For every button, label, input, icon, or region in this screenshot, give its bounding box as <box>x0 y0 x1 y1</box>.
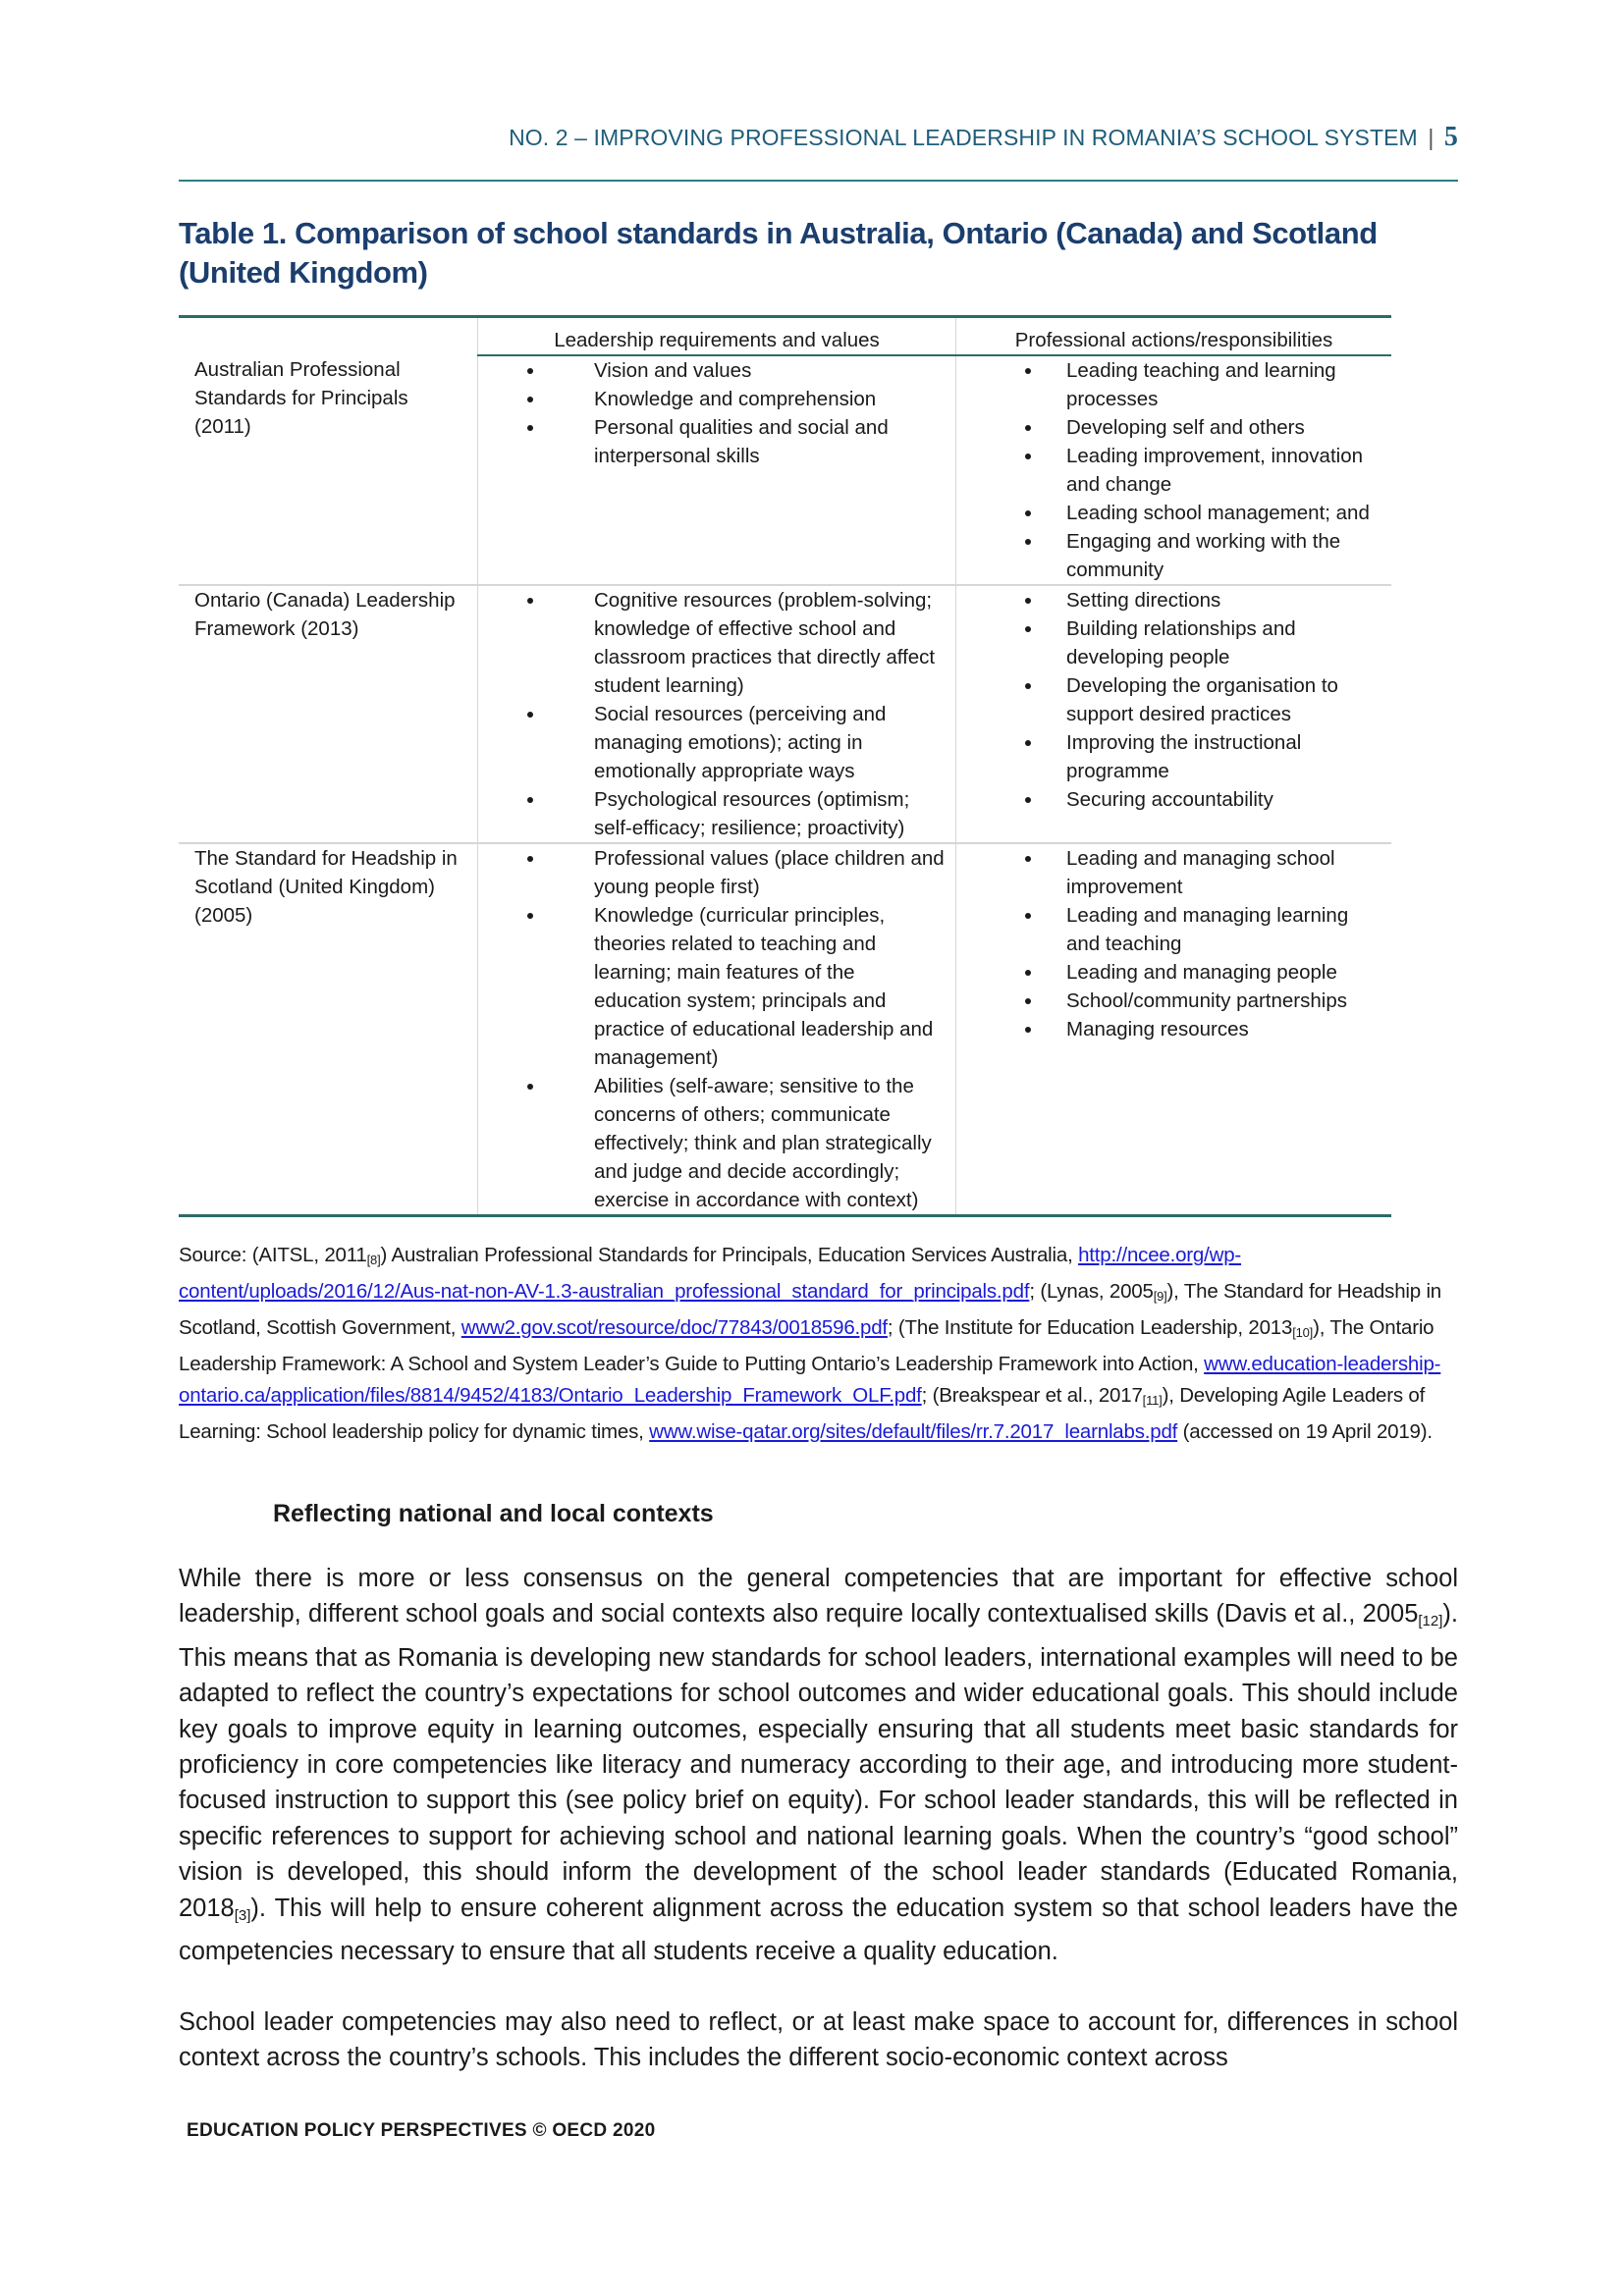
header-rule <box>179 180 1458 182</box>
source-text: ; (Breakspear et al., 2017 <box>921 1384 1143 1407</box>
bullet-item <box>956 901 1383 958</box>
bullet-icon <box>1025 740 1031 746</box>
bullet-icon <box>527 913 533 919</box>
table-row <box>179 843 1391 1216</box>
paragraph-text: ). This will help to ensure coherent alignment across the education system so that school leaders have the competencies necessary to ensure that all students receive a quality education. <box>179 1894 1458 1966</box>
bullet-text: Setting directions <box>1066 589 1221 612</box>
actions-cell <box>956 843 1392 1216</box>
bullet-text: School/community partnerships <box>1066 989 1347 1012</box>
bullet-item <box>956 987 1383 1015</box>
bullet-item <box>956 671 1383 728</box>
bullet-icon <box>1025 454 1031 459</box>
bullet-text: Improving the instructional programme <box>1066 731 1302 782</box>
bullet-list <box>478 356 955 470</box>
bullet-list <box>956 844 1391 1043</box>
bullet-item <box>478 844 947 901</box>
reference-marker: [11] <box>1142 1393 1163 1408</box>
requirements-cell <box>478 355 956 585</box>
source-text: ), The Ontario Leadership Framework: A School and System Leader’s Guide to Putting Ontario’s Leadership Framework into Action, <box>179 1316 1435 1375</box>
bullet-icon <box>1025 913 1031 919</box>
comparison-table <box>179 315 1391 1217</box>
actions-cell <box>956 355 1392 585</box>
bullet-item <box>478 413 947 470</box>
bullet-text: Social resources (perceiving and managing emotions); acting in emotionally appropriate ways <box>594 703 887 782</box>
bullet-text: Developing the organisation to support desired practices <box>1066 674 1338 725</box>
actions-cell <box>956 585 1392 843</box>
bullet-item <box>956 958 1383 987</box>
table-row <box>179 355 1391 585</box>
bullet-item <box>956 499 1383 527</box>
bullet-list <box>478 844 955 1214</box>
bullet-item <box>478 901 947 1072</box>
running-title: NO. 2 – IMPROVING PROFESSIONAL LEADERSHIP IN ROMANIA’S SCHOOL SYSTEM <box>509 125 1418 150</box>
bullet-icon <box>1025 970 1031 976</box>
bullet-item <box>956 356 1383 413</box>
bullet-item <box>956 527 1383 584</box>
source-text: ) Australian Professional Standards for Principals, Education Services Australia, <box>380 1244 1079 1266</box>
bullet-icon <box>1025 510 1031 516</box>
bullet-icon <box>527 1084 533 1090</box>
bullet-item <box>956 614 1383 671</box>
bullet-text: Engaging and working with the community <box>1066 530 1341 581</box>
requirements-cell <box>478 843 956 1216</box>
bullet-text: Knowledge and comprehension <box>594 388 877 410</box>
bullet-icon <box>527 397 533 402</box>
bullet-icon <box>527 856 533 862</box>
bullet-item <box>956 728 1383 785</box>
bullet-text: Leading improvement, innovation and change <box>1066 445 1363 496</box>
bullet-text: Developing self and others <box>1066 416 1305 439</box>
bullet-text: Leading and managing people <box>1066 961 1337 984</box>
table-header-row <box>179 317 1391 356</box>
paragraph-text: ). This means that as Romania is developing new standards for school leaders, international examples will need to be adapted to reflect the country’s expectations for school outcomes and wider educational goals. This should include key goals to improve equity in learning outcomes, especially ensuring that all students meet basic standards for proficiency in core competencies like literacy and numeracy according to their age, and introducing more student-focused instruction to support this (see policy brief on equity). For school leader standards, this will be reflected in specific references to support for achieving school and national learning goals. When the country’s “good school” vision is developed, this should inform the development of the school leader standards (Educated Romania, 2018 <box>179 1600 1458 1922</box>
bullet-icon <box>1025 856 1031 862</box>
table-title: Table 1. Comparison of school standards in Australia, Ontario (Canada) and Scotland (United Kingdom) <box>179 216 1378 290</box>
bullet-icon <box>1025 539 1031 545</box>
running-header <box>179 122 1458 153</box>
bullet-text: Building relationships and developing people <box>1066 617 1296 668</box>
requirements-cell <box>478 585 956 843</box>
reference-marker: [9] <box>1153 1289 1167 1304</box>
paragraph-text: While there is more or less consensus on the general competencies that are important for effective school leadership, different school goals and social contexts also require locally contextualised skills (Davis et al., 2005 <box>179 1565 1458 1629</box>
bullet-icon <box>527 425 533 431</box>
bullet-item <box>956 442 1383 499</box>
bullet-list <box>956 586 1391 814</box>
bullet-icon <box>1025 598 1031 604</box>
bullet-icon <box>527 368 533 374</box>
bullet-icon <box>1025 368 1031 374</box>
bullet-text: Securing accountability <box>1066 788 1273 811</box>
bullet-text: Vision and values <box>594 359 752 382</box>
reference-marker: [12] <box>1418 1613 1443 1630</box>
source-link-aitsl[interactable]: http://ncee.org/wp-content/uploads/2016/12/Aus-nat-non-AV-1.3-australian_professional_standard_for_principals.pdf <box>179 1244 1242 1303</box>
bullet-item <box>956 413 1383 442</box>
bullet-icon <box>1025 797 1031 803</box>
reference-marker: [3] <box>234 1906 251 1924</box>
source-text: ; (The Institute for Education Leadership, 2013 <box>887 1316 1293 1339</box>
body-paragraph-2: School leader competencies may also need to reflect, or at least make space to account for, differences in school context across the country’s schools. This includes the different socio-economic context across <box>179 2008 1458 2072</box>
source-text: ; (Lynas, 2005 <box>1029 1280 1154 1303</box>
source-text: ), Developing Agile Leaders of Learning: School leadership policy for dynamic times, <box>179 1384 1426 1443</box>
bullet-icon <box>1025 626 1031 632</box>
bullet-item <box>478 700 947 785</box>
column-header-actions: Professional actions/responsibilities <box>956 317 1392 356</box>
reference-marker: [10] <box>1292 1325 1314 1340</box>
bullet-text: Leading and managing learning and teaching <box>1066 904 1349 955</box>
reference-marker: [8] <box>366 1253 381 1267</box>
source-text: (accessed on 19 April 2019). <box>1177 1420 1433 1443</box>
header-separator: | <box>1428 125 1435 150</box>
bullet-item <box>478 586 947 700</box>
bullet-item <box>956 785 1383 814</box>
column-header-requirements: Leadership requirements and values <box>478 317 956 356</box>
page-number: 5 <box>1443 122 1458 152</box>
standard-name-cell: Australian Professional Standards for Principals (2011) <box>194 358 408 438</box>
bullet-text: Managing resources <box>1066 1018 1249 1041</box>
bullet-item <box>478 385 947 413</box>
table-source-note <box>179 1240 1465 1448</box>
bullet-icon <box>1025 1027 1031 1033</box>
standard-name-cell: Ontario (Canada) Leadership Framework (2013) <box>179 585 478 843</box>
bullet-icon <box>527 598 533 604</box>
bullet-text: Leading school management; and <box>1066 502 1370 524</box>
source-text: ), The Standard for Headship in Scotland, Scottish Government, <box>179 1280 1441 1339</box>
bullet-text: Leading and managing school improvement <box>1066 847 1335 898</box>
bullet-item <box>956 586 1383 614</box>
table-row <box>179 585 1391 843</box>
bullet-text: Professional values (place children and young people first) <box>594 847 945 898</box>
source-link-scotland[interactable]: www2.gov.scot/resource/doc/77843/0018596.pdf <box>460 1316 888 1339</box>
bullet-item <box>956 1015 1383 1043</box>
bullet-item <box>478 785 947 842</box>
body-paragraph-1 <box>179 1561 1458 1969</box>
page-footer: EDUCATION POLICY PERSPECTIVES © OECD 2020 <box>187 2120 656 2141</box>
bullet-text: Cognitive resources (problem-solving; knowledge of effective school and classroom practices that directly affect student learning) <box>594 589 936 697</box>
bullet-list <box>478 586 955 842</box>
bullet-icon <box>527 712 533 718</box>
bullet-icon <box>1025 998 1031 1004</box>
bullet-icon <box>527 797 533 803</box>
bullet-item <box>478 356 947 385</box>
bullet-text: Personal qualities and social and interpersonal skills <box>594 416 889 467</box>
bullet-text: Psychological resources (optimism; self-efficacy; resilience; proactivity) <box>594 788 910 839</box>
bullet-text: Knowledge (curricular principles, theories related to teaching and learning; main features of the education system; principals and practice of educational leadership and management) <box>594 904 934 1069</box>
bullet-icon <box>1025 683 1031 689</box>
source-link-wise[interactable]: www.wise-qatar.org/sites/default/files/rr.7.2017_learnlabs.pdf <box>649 1420 1178 1443</box>
section-heading: Reflecting national and local contexts <box>273 1500 714 1527</box>
bullet-item <box>478 1072 947 1214</box>
bullet-list <box>956 356 1391 584</box>
standard-name-cell: The Standard for Headship in Scotland (United Kingdom) (2005) <box>179 843 478 1216</box>
bullet-text: Abilities (self-aware; sensitive to the concerns of others; communicate effectively; think and plan strategically and judge and decide accordingly; exercise in accordance with context) <box>594 1075 932 1211</box>
source-link-ontario[interactable]: www.education-leadership-ontario.ca/application/files/8814/9452/4183/Ontario_Leadership_Framework_OLF.pdf <box>179 1353 1441 1407</box>
source-text: Source: (AITSL, 2011 <box>179 1244 367 1266</box>
bullet-icon <box>1025 425 1031 431</box>
bullet-item <box>956 844 1383 901</box>
column-header-standard <box>179 317 478 356</box>
bullet-text: Leading teaching and learning processes <box>1066 359 1336 410</box>
